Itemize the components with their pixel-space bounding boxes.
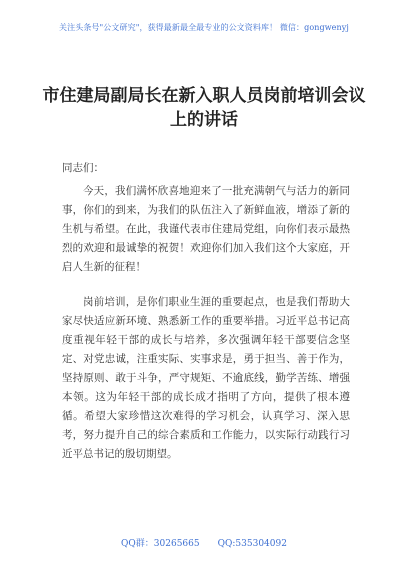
header-promo-note: 关注头条号"公文研究"，获得最新最全最专业的公文资料库！ 微信：gongwenyj [59,23,349,32]
footer-contact [0,536,408,549]
footer-qq: QQ:535304092 [217,539,287,549]
document-title: 市住建局副局长在新入职人员岗前培训会议上的讲话 [42,86,366,130]
salutation: 同志们： [62,162,104,174]
body-paragraph-2: 岗前培训，是你们职业生涯的重要起点，也是我们帮助大家尽快适应新环境、熟悉新工作的重要举措。习近平总书记高度重视年轻干部的成长与培养，多次强调年轻干部要信念坚定、对党忠诚，注重实际、实事求是，勇于担当、善于作为，坚持原则、敢于斗争，严守规矩、不逾底线，勤学苦练、增强本领。这为年轻干部的成长成才指明了方向，提供了根本遵循。希望大家珍惜这次难得的学习机会，认真学习、深入思考，努力提升自己的综合素质和工作能力，以实际行动践行习近平总书记的殷切期望。 [62,296,350,460]
body-paragraph-1: 今天，我们满怀欣喜地迎来了一批充满朝气与活力的新同事，你们的到来，为我们的队伍注入了新鲜血液，增添了新的生机与希望。在此，我谨代表市住建局党组，向你们表示最热烈的欢迎和最诚挚的祝贺！欢迎你们加入我们这个大家庭，开启人生新的征程！ [62,185,350,273]
footer-qq-group: QQ群：30265665 [121,539,200,549]
